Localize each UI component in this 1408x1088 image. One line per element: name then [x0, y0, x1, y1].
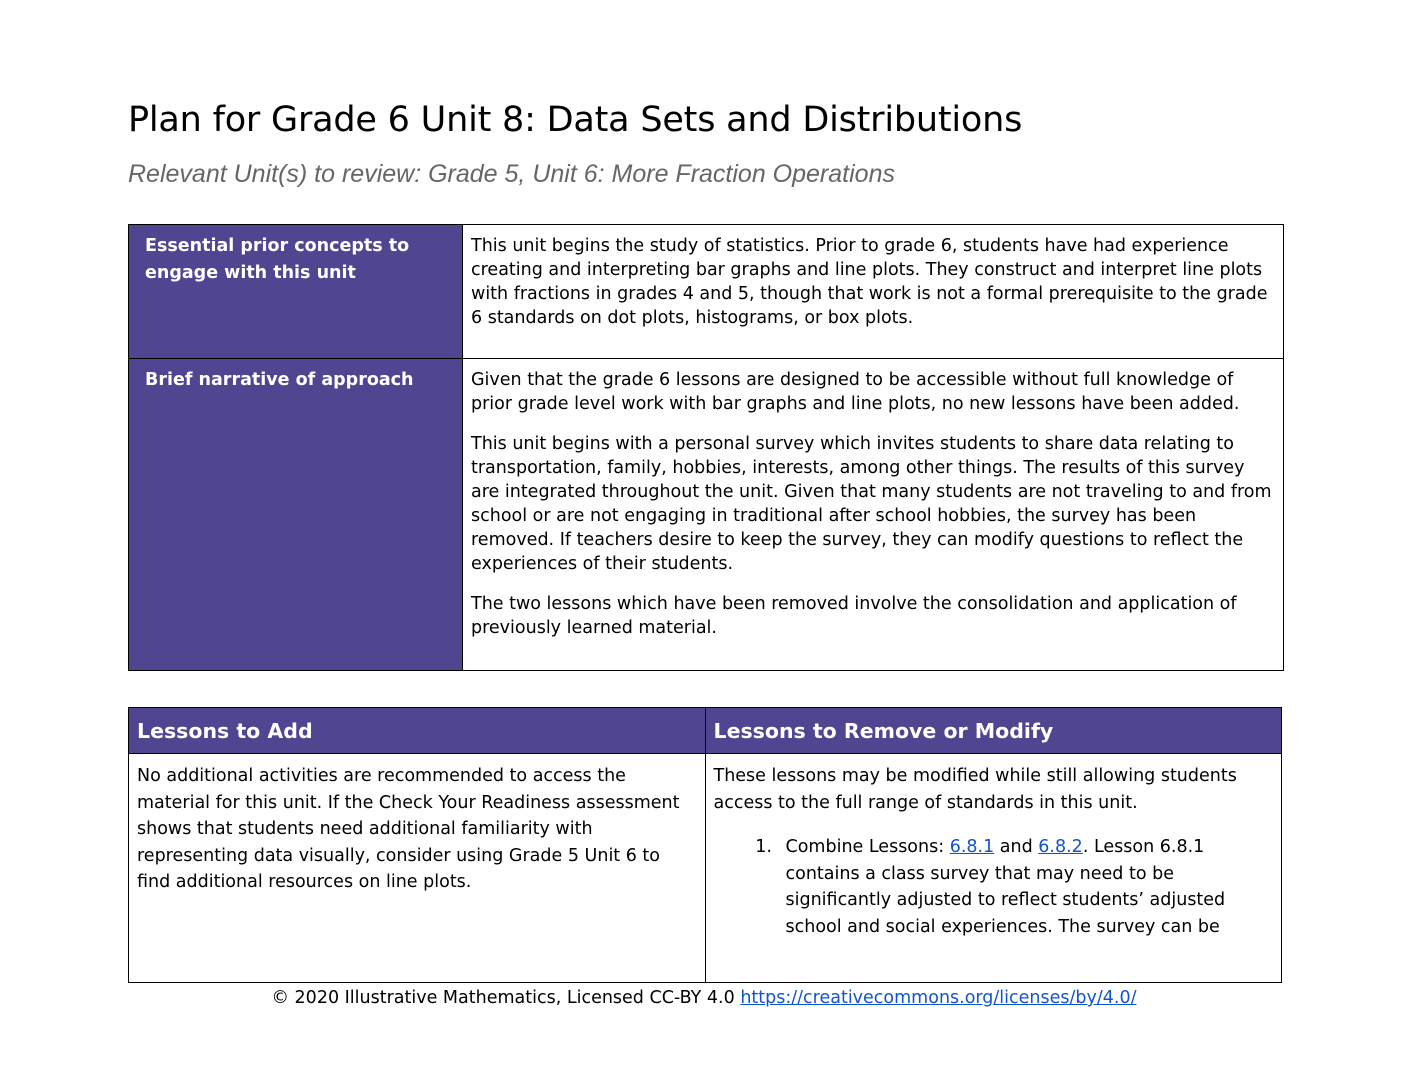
lesson-6-8-1-link[interactable]: 6.8.1: [949, 837, 995, 857]
item-suffix: . Lesson 6.8.1 contains a class survey that may need to be significantly adjusted to reflect students’ adjusted school and social experiences. The survey can be: [785, 837, 1226, 937]
page-subtitle: Relevant Unit(s) to review: Grade 5, Unit 6: More Fraction Operations: [128, 160, 895, 188]
remove-intro: These lessons may be modified while still allowing students access to the full range of standards in this unit.: [713, 766, 1237, 813]
overview-table: [128, 224, 1284, 671]
narrative-label: Brief narrative of approach: [129, 359, 463, 671]
lesson-list: [714, 834, 1274, 940]
lessons-to-add-header: Lessons to Add: [129, 708, 706, 754]
list-item: [778, 834, 1274, 940]
lessons-to-add-text: No additional activities are recommended to access the material for this unit. If the Check Your Readiness assessment shows that students need additional familiarity with representing data visually, consider using Grade 5 Unit 6 to find additional resources on line plots.: [129, 754, 706, 983]
narrative-paragraph: This unit begins with a personal survey which invites students to share data relating to transportation, family, hobbies, interests, among other things. The results of this survey are integrated throughout the unit. Given that many students are not traveling to and from school or are not engaging in traditional after school hobbies, the survey has been removed. If teachers desire to keep the survey, they can modify questions to reflect the experiences of their students.: [471, 434, 1272, 574]
lesson-6-8-2-link[interactable]: 6.8.2: [1038, 837, 1083, 857]
table-row: [129, 754, 1282, 983]
item-prefix: Combine Lessons:: [785, 837, 950, 857]
narrative-paragraph: Given that the grade 6 lessons are designed to be accessible without full knowledge of prior grade level work with bar graphs and line plots, no new lessons have been added.: [471, 370, 1240, 414]
footer: [0, 986, 1408, 1010]
prior-concepts-label: Essential prior concepts to engage with this unit: [129, 225, 463, 359]
lessons-table: [128, 707, 1282, 983]
prior-concepts-text: This unit begins the study of statistics. Prior to grade 6, students have had experience creating and interpreting bar graphs and line plots. They construct and interpret line plots with fractions in grades 4 and 5, though that work is not a formal prerequisite to the grade 6 standards on dot plots, histograms, or box plots.: [463, 225, 1284, 359]
table-header-row: [129, 708, 1282, 754]
footer-copyright: © 2020 Illustrative Mathematics, Licensed CC-BY 4.0: [271, 988, 741, 1008]
narrative-paragraph: The two lessons which have been removed involve the consolidation and application of previously learned material.: [471, 594, 1237, 638]
license-link[interactable]: https://creativecommons.org/licenses/by/4.0/: [740, 988, 1137, 1008]
item-middle: and: [994, 837, 1039, 857]
page-title: Plan for Grade 6 Unit 8: Data Sets and Distributions: [128, 100, 1023, 140]
table-row: [129, 359, 1284, 671]
narrative-text: [463, 359, 1284, 671]
lessons-to-remove-cell: [705, 754, 1282, 983]
lessons-to-remove-header: Lessons to Remove or Modify: [705, 708, 1282, 754]
table-row: [129, 225, 1284, 359]
